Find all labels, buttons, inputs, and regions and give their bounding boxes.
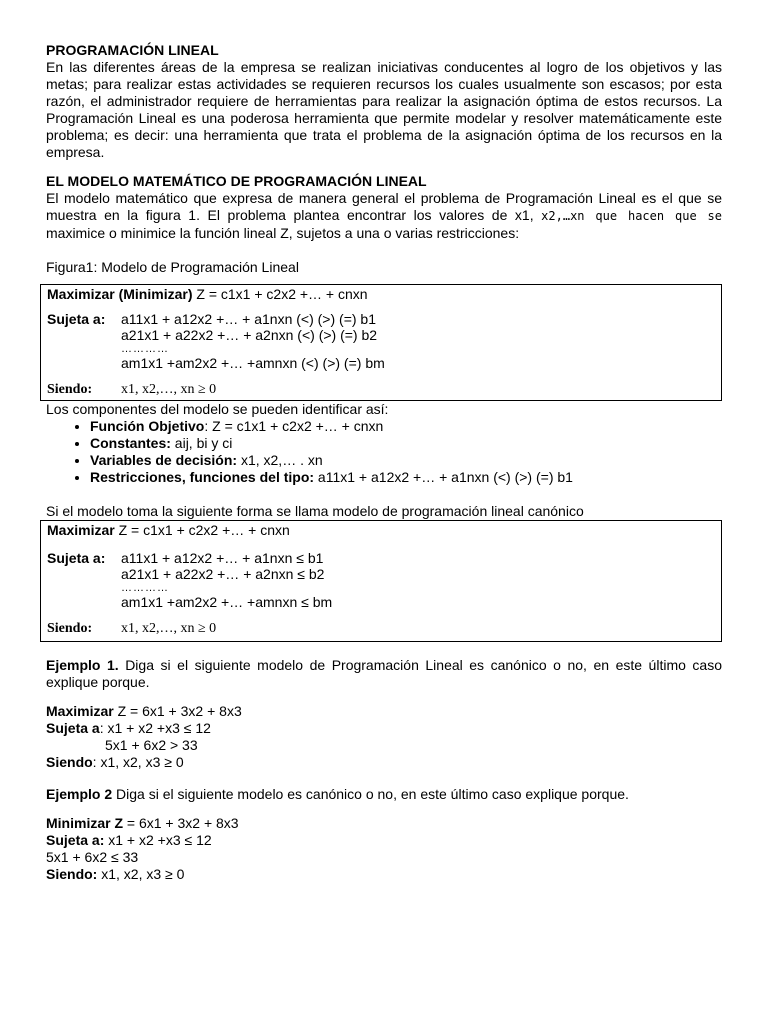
objective-label: Maximizar (Minimizar) <box>47 286 193 302</box>
figure-caption: Figura1: Modelo de Programación Lineal <box>46 259 299 275</box>
canonical-dots: ………… <box>121 582 169 594</box>
components-list <box>46 418 722 486</box>
ejemplo1-label: Ejemplo 1. <box>46 657 119 673</box>
canonical-model-box <box>40 520 722 642</box>
modelo-paragraph-part-a: El modelo matemático que expresa de manera general el problema de Programación Lineal es el que se muestra en la figura 1. El problema plantea encontrar los valores de x1, <box>46 190 722 223</box>
canonical-intro: Si el modelo toma la siguiente forma se llama modelo de programación lineal canónico <box>46 503 584 519</box>
canonical-siendo-row <box>47 621 717 637</box>
constraint-row-2 <box>47 327 721 343</box>
constraint-dots: ………… <box>121 343 169 355</box>
siendo-label: Siendo: <box>47 382 93 397</box>
document-page <box>46 42 722 883</box>
canonical-constraint-3: am1x1 +am2x2 +… +amnxn ≤ bm <box>121 594 333 610</box>
canonical-dots-row <box>47 582 717 594</box>
canonical-objective-row <box>47 522 717 538</box>
objective-expr: Z = c1x1 + c2x2 +… + cnxn <box>196 286 368 302</box>
canonical-constraint-row-3 <box>47 594 717 610</box>
canonical-objective-label: Maximizar <box>47 522 115 538</box>
ejemplo2-model: Minimizar Z = 6x1 + 3x2 + 8x3 Sujeta a: x1 + x2 +x3 ≤ 12 5x1 + 6x2 ≤ 33 Siendo: x1, x2, x3 ≥ 0 <box>46 815 239 882</box>
ejemplo2-label: Ejemplo 2 <box>46 786 113 802</box>
canonical-constraint-2: a21x1 + a22x2 +… + a2nxn ≤ b2 <box>121 566 325 582</box>
canonical-siendo-expr: x1, x2,…, xn ≥ 0 <box>121 621 217 636</box>
siendo-expr: x1, x2,…, xn ≥ 0 <box>121 382 217 397</box>
ejemplo2-statement: Ejemplo 2 Diga si el siguiente modelo es canónico o no, en este último caso explique porque. <box>46 786 629 802</box>
constraint-row-1 <box>47 311 721 327</box>
objective-row <box>47 286 721 302</box>
siendo-row <box>47 382 721 398</box>
constraint-3: am1x1 +am2x2 +… +amnxn (<) (>) (=) bm <box>121 355 385 371</box>
component-item: • Constantes: aij, bi y ci <box>90 435 722 452</box>
ejemplo1-statement: Ejemplo 1. Diga si el siguiente modelo de Programación Lineal es canónico o no, en este último caso explique porque. <box>46 657 722 690</box>
ejemplo1-model: Maximizar Z = 6x1 + 3x2 + 8x3 Sujeta a: x1 + x2 +x3 ≤ 12 5x1 + 6x2 > 33 Siendo: x1, x2, x3 ≥ 0 <box>46 703 242 770</box>
canonical-constraint-1: a11x1 + a12x2 +… + a1nxn ≤ b1 <box>121 550 324 566</box>
modelo-paragraph <box>46 190 722 242</box>
component-item: • Variables de decisión: x1, x2,… . xn <box>90 452 722 469</box>
modelo-paragraph-mono: x2,…xn que hacen que se <box>541 209 723 223</box>
constraint-row-3 <box>47 355 721 371</box>
constraint-1: a11x1 + a12x2 +… + a1nxn (<) (>) (=) b1 <box>121 311 377 327</box>
canonical-constraint-row-1 <box>47 550 717 566</box>
constraint-2: a21x1 + a22x2 +… + a2nxn (<) (>) (=) b2 <box>121 327 378 343</box>
section-intro-paragraph: En las diferentes áreas de la empresa se realizan iniciativas conducentes al logro de los objetivos y las metas; para realizar estas actividades se requieren recursos los cuales usualmente son escasos; por esta razón, el administrador requiere de herramientas para realizar la asignación óptima de estos recursos. La Programación Lineal es una poderosa herramienta que permite modelar y resolver matemáticamente este problema; es decir: una herramienta que trata el problema de la asignación óptima de los recursos en la empresa. <box>46 59 722 160</box>
canonical-sujeta-label: Sujeta a: <box>47 550 106 566</box>
modelo-paragraph-part-b: maximice o minimice la función lineal Z, sujetos a una o varias restricciones: <box>46 225 520 241</box>
component-item: • Restricciones, funciones del tipo: a11x1 + a12x2 +… + a1nxn (<) (>) (=) b1 <box>90 469 722 486</box>
canonical-constraint-row-2 <box>47 566 717 582</box>
section-title-programacion-lineal: PROGRAMACIÓN LINEAL <box>46 42 219 58</box>
sujeta-label: Sujeta a: <box>47 311 106 327</box>
section-title-modelo-matematico: EL MODELO MATEMÁTICO DE PROGRAMACIÓN LINEAL <box>46 173 427 189</box>
components-intro: Los componentes del modelo se pueden identificar así: <box>46 401 389 417</box>
canonical-siendo-label: Siendo: <box>47 621 93 636</box>
component-item: • Función Objetivo: Z = c1x1 + c2x2 +… + cnxn <box>90 418 722 435</box>
constraint-dots-row <box>47 343 721 355</box>
general-model-box <box>40 284 722 401</box>
canonical-objective-expr: Z = c1x1 + c2x2 +… + cnxn <box>118 522 290 538</box>
